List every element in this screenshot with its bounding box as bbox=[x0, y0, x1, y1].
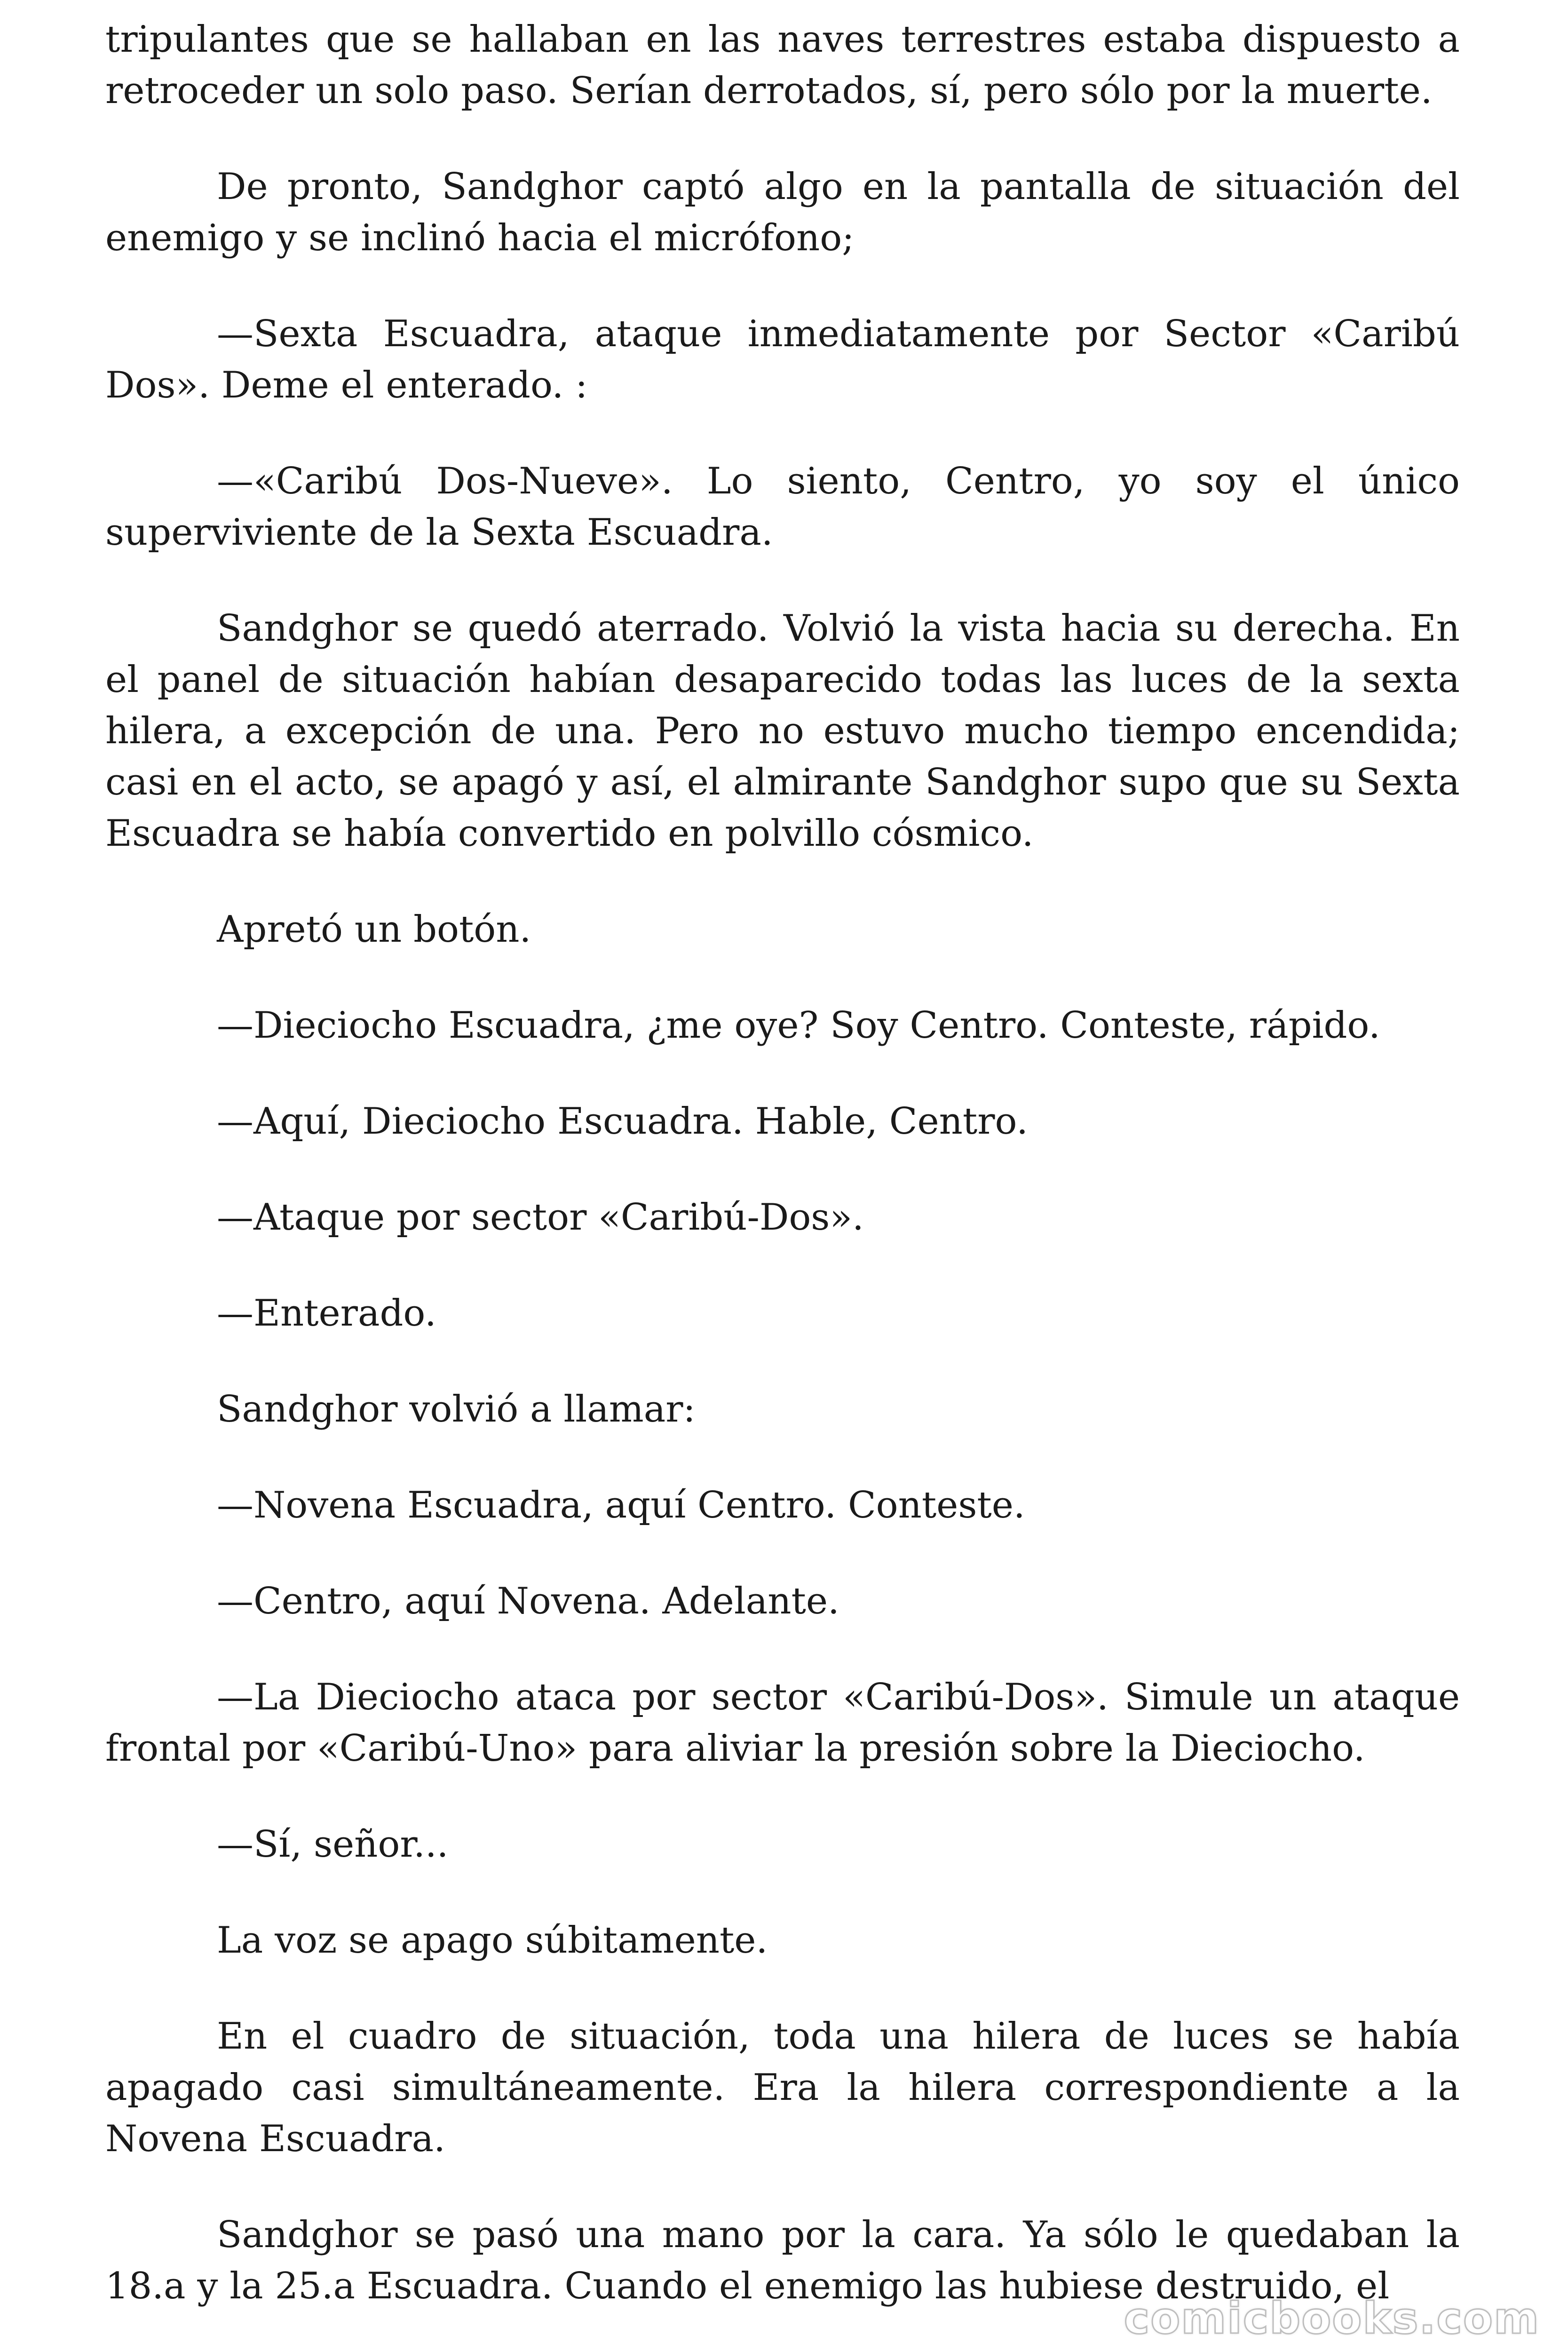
paragraph-1: tripulantes que se hallaban en las naves terrestres estaba dispuesto a retroceder un solo paso. Serían derrotados, sí, pero sólo por la muerte. bbox=[105, 18, 1460, 112]
paragraph-11: Sandghor volvió a llamar: bbox=[217, 1388, 696, 1430]
watermark-logo: comicbooks.com bbox=[1124, 2293, 1540, 2344]
paragraph-9: —Ataque por sector «Caribú-Dos». bbox=[217, 1196, 864, 1239]
paragraph-6: Apretó un botón. bbox=[217, 908, 531, 951]
paragraph-12: —Novena Escuadra, aquí Centro. Conteste. bbox=[217, 1484, 1025, 1526]
paragraph-7: —Dieciocho Escuadra, ¿me oye? Soy Centro. Conteste, rápido. bbox=[217, 1004, 1380, 1047]
paragraph-15: —Sí, señor... bbox=[217, 1823, 449, 1866]
paragraph-2: De pronto, Sandghor captó algo en la pantalla de situación del enemigo y se inclinó hacia el micrófono; bbox=[105, 166, 1460, 259]
paragraph-14: —La Dieciocho ataca por sector «Caribú-Dos». Simule un ataque frontal por «Caribú-Uno» para aliviar la presión sobre la Dieciocho. bbox=[105, 1676, 1460, 1770]
paragraph-13: —Centro, aquí Novena. Adelante. bbox=[217, 1580, 839, 1622]
paragraph-5: Sandghor se quedó aterrado. Volvió la vista hacia su derecha. En el panel de situación habían desaparecido todas las luces de la sexta hilera, a excepción de una. Pero no estuvo mucho tiempo encendida; casi en el acto, se apagó y así, el almirante Sandghor supo que su Sexta Escuadra se había convertido en polvillo cósmico. bbox=[105, 607, 1460, 855]
paragraph-18: Sandghor se pasó una mano por la cara. Ya sólo le quedaban la 18.a y la 25.a Escuadra. Cuando el enemigo las hubiese destruido, el bbox=[105, 2214, 1460, 2307]
paragraph-10: —Enterado. bbox=[217, 1292, 436, 1335]
paragraph-16: La voz se apago súbitamente. bbox=[217, 1919, 768, 1962]
paragraph-4: —«Caribú Dos-Nueve». Lo siento, Centro, yo soy el único superviviente de la Sexta Escuadra. bbox=[105, 460, 1460, 554]
paragraph-8: —Aquí, Dieciocho Escuadra. Hable, Centro. bbox=[217, 1100, 1028, 1143]
paragraph-17: En el cuadro de situación, toda una hilera de luces se había apagado casi simultáneamente. Era la hilera correspondiente a la Novena Escuadra. bbox=[105, 2015, 1460, 2160]
paragraph-3: —Sexta Escuadra, ataque inmediatamente por Sector «Caribú Dos». Deme el enterado. : bbox=[105, 313, 1460, 406]
text-column bbox=[105, 14, 1460, 2312]
